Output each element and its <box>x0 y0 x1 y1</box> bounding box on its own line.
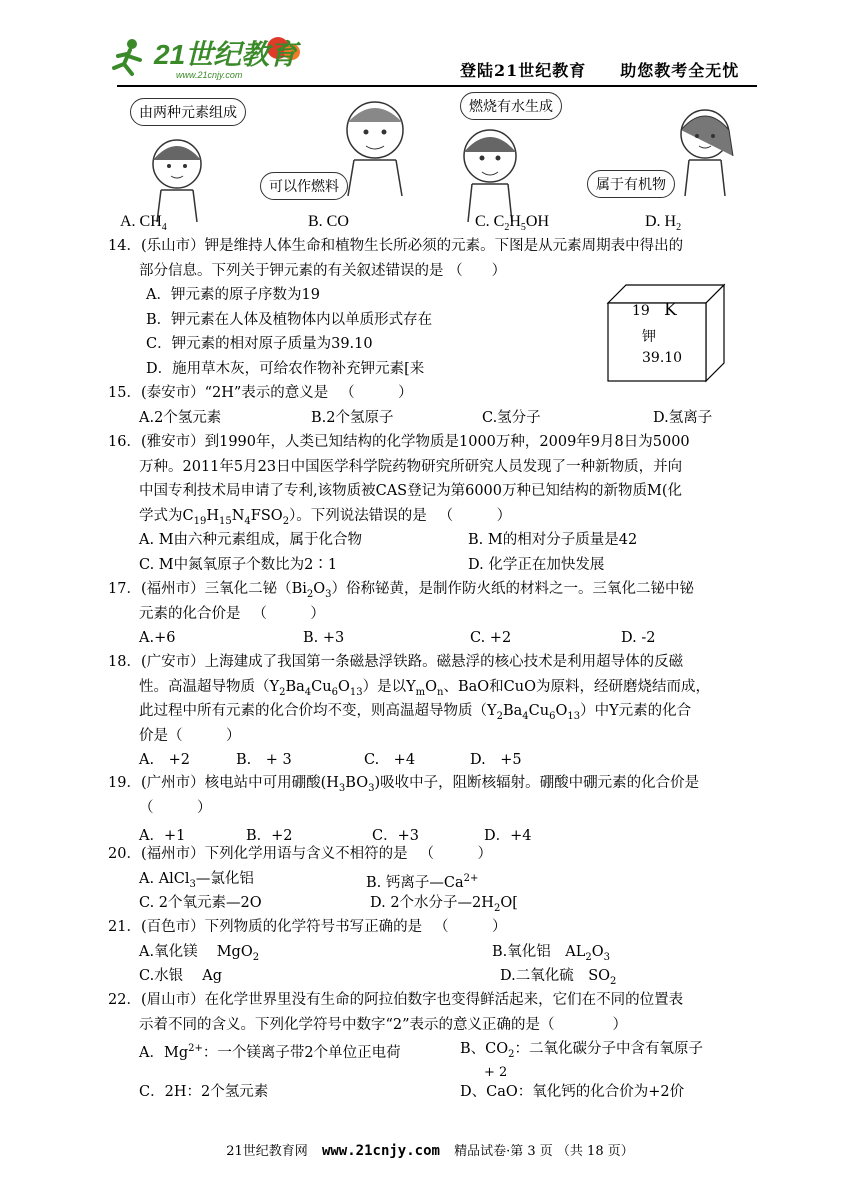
bubble-2: 可以作燃料 <box>260 172 348 200</box>
cube-symbol: K <box>664 300 677 320</box>
q21-option-d: D.二氧化硫 $SO_2$ <box>500 968 617 987</box>
q15-option-b: B.2个氢原子 <box>311 409 394 426</box>
q15-option-c: C.氢分子 <box>482 409 541 426</box>
question-15: 15．(泰安市）“2H”表示的意义是 （ ） A.2个氢元素 B.2个氢原子 C.氢分子 D.氢离子 <box>108 381 758 430</box>
site-logo <box>110 34 310 84</box>
bubble-3: 燃烧有水生成 <box>460 92 562 120</box>
bubble-4: 属于有机物 <box>587 170 675 198</box>
q13-option-c: C. $C_2H_5OH$ <box>475 213 550 234</box>
q18-option-a: A. +2 <box>139 752 190 768</box>
q20-option-a: A. AlCl$_3$—氯化铝 <box>139 870 254 890</box>
potassium-element-cube <box>606 283 726 383</box>
q19-option-d: D．+4 <box>484 828 532 844</box>
q19-option-a: A．+1 <box>139 828 186 844</box>
q13-option-d: D. $H_2$ <box>645 213 682 234</box>
q18-option-c: C. +4 <box>364 752 416 768</box>
q21-option-a: A.氧化镁 MgO$_2$ <box>139 943 260 963</box>
q21-option-b: B.氧化铝 $AL_2O_3$ <box>492 943 611 963</box>
girl2-figure-icon <box>665 100 745 200</box>
q21-option-c: C.水银 Ag <box>139 968 223 984</box>
q16-option-c: C. M中氮氧原子个数比为2∶1 <box>139 556 338 573</box>
question-21: 21．(百色市）下列物质的化学符号书写正确的是 （ ） A.氧化镁 MgO$_2$ B.氧化铝 $AL_2O_3$ C.水银 Ag D.二氧化硫 $SO_2$ <box>108 915 758 989</box>
girl-figure-icon <box>137 132 217 222</box>
q22-option-c: C．2H：2个氢元素 <box>139 1084 269 1100</box>
q19-option-b: B．+2 <box>246 828 293 844</box>
q20-option-d: D. 2个水分子$—2H_2O$[ <box>370 895 518 914</box>
q17-option-a: A.+6 <box>139 630 176 646</box>
q19-option-c: C．+3 <box>372 828 419 844</box>
q15-option-d: D.氢离子 <box>653 409 713 426</box>
question-14: 14．(乐山市）钾是维持人体生命和植物生长所必须的元素。下图是从元素周期表中得出的 部分信息。下列关于钾元素的有关叙述错误的是 （ ） A．钾元素的原子序数为19 B．钾元素在人体及植物体内以单质形式存在 C．钾元素的相对原子质量为39.10 D．施用草木灰，可给农作物补充钾元素[来 <box>108 238 684 377</box>
q17-option-b: B. +3 <box>303 630 345 646</box>
q22-option-a: A．$Mg^{2+}$：一个镁离子带2个单位正电荷 <box>139 1043 401 1061</box>
q13-cartoon <box>115 92 765 222</box>
q20-option-b: B. 钙离子$—Ca^{2+}$ <box>366 872 479 891</box>
q17-option-c: C. +2 <box>470 630 512 646</box>
q16-option-b: B. M的相对分子质量是42 <box>468 532 638 548</box>
svg-text:21世纪教育: 21世纪教育 <box>154 39 298 70</box>
cube-name: 钾 <box>642 329 656 345</box>
q17-option-d: D. -2 <box>621 630 656 646</box>
cube-atomic-number: 19 <box>632 303 650 319</box>
q22-valence-mark: + 2 <box>484 1065 508 1080</box>
q20-option-c: C. 2个氧元素—2O <box>139 895 262 911</box>
boy2-figure-icon <box>450 122 530 222</box>
q13-option-a: A. $CH_4$ <box>120 213 167 234</box>
q22-option-b: B、$CO_2$：二氧化碳分子中含有氧原子 <box>460 1041 704 1060</box>
q18-option-b: B. + 3 <box>236 752 292 768</box>
q15-option-a: A.2个氢元素 <box>139 409 222 426</box>
question-17: 17．(福州市）三氧化二铋$(Bi_2O_3)$俗称铋黄，是制作防火纸的材料之一。三氧化二铋中铋 元素的化合价是 （ ） A.+6 B. +3 C. +2 D. -2 <box>108 577 758 651</box>
header-slogan: 登陆21世纪教育 助您教考全无忧 <box>460 61 740 80</box>
question-18: 18．(广安市）上海建成了我国第一条磁悬浮铁路。磁悬浮的核心技术是利用超导体的反磁 性。高温超导物质$(Y_2Ba_4Cu_6O_{13})$是以$Y_mO_n$、BaO和CuO为原料，经研磨烧结而成， 此过程中所有元素的化合价均不变，则高温超导物质$(Y_2Ba_4Cu_6O_{13})$中Y元素的化合 价是（ ） A. +2 B. + 3 C. +4 D. +5 <box>108 650 758 773</box>
question-19: 19．(广州市）核电站中可用硼酸$(H_3BO_3)$吸收中子，阻断核辐射。硼酸中硼元素的化合价是 （ ） A．+1 B．+2 C．+3 D．+4 <box>108 771 758 849</box>
question-16: 16．(雅安市）到1990年，人类已知结构的化学物质是1000万种，2009年9月8日为5000 万种。2011年5月23日中国医学科学院药物研究所研究人员发现了一种新物质，并向 中国专利技术局申请了专利,该物质被CAS登记为第6000万种已知结构的新物质M(化 学式为$C_{19}H_{15}N_4FSO_2$）。下列说法错误的是 （ ） A. M由六种元素组成，属于化合物 B. M的相对分子质量是42 C. M中氮氧原子个数比为2∶1 D. 化学正在加快发展 <box>108 430 758 577</box>
runner-logo-icon <box>110 34 310 84</box>
svg-text:www.21cnjy.com: www.21cnjy.com <box>176 70 243 80</box>
q18-option-d: D. +5 <box>470 752 522 768</box>
q16-option-d: D. 化学正在加快发展 <box>468 556 605 573</box>
question-20: 20．(福州市）下列化学用语与含义不相符的是 （ ） A. AlCl$_3$—氯化铝 B. 钙离子$—Ca^{2+}$ C. 2个氧元素—2O D. 2个水分子$—2H_2O$[ <box>108 842 758 916</box>
q13-option-b: B. CO <box>308 213 349 230</box>
page-footer: 21世纪教育网 www.21cnjy.com 精品试卷·第 3 页 （共 18 页） <box>226 1143 634 1159</box>
bubble-1: 由两种元素组成 <box>130 98 246 126</box>
question-22: 22．(眉山市）在化学世界里没有生命的阿拉伯数字也变得鲜活起来，它们在不同的位置表 示着不同的含义。下列化学符号中数字“2”表示的意义正确的是（ ） A．$Mg^{2+}$：一个镁离子带2个单位正电荷 B、$CO_2$：二氧化碳分子中含有氧原子 <box>108 988 758 1062</box>
footer-url: www.21cnjy.com <box>321 1143 440 1159</box>
header-divider <box>117 85 757 87</box>
q16-option-a: A. M由六种元素组成，属于化合物 <box>139 532 363 548</box>
cube-mass: 39.10 <box>642 350 683 366</box>
q22-option-d: D、CaO：氧化钙的化合价为+2价 <box>460 1084 685 1100</box>
